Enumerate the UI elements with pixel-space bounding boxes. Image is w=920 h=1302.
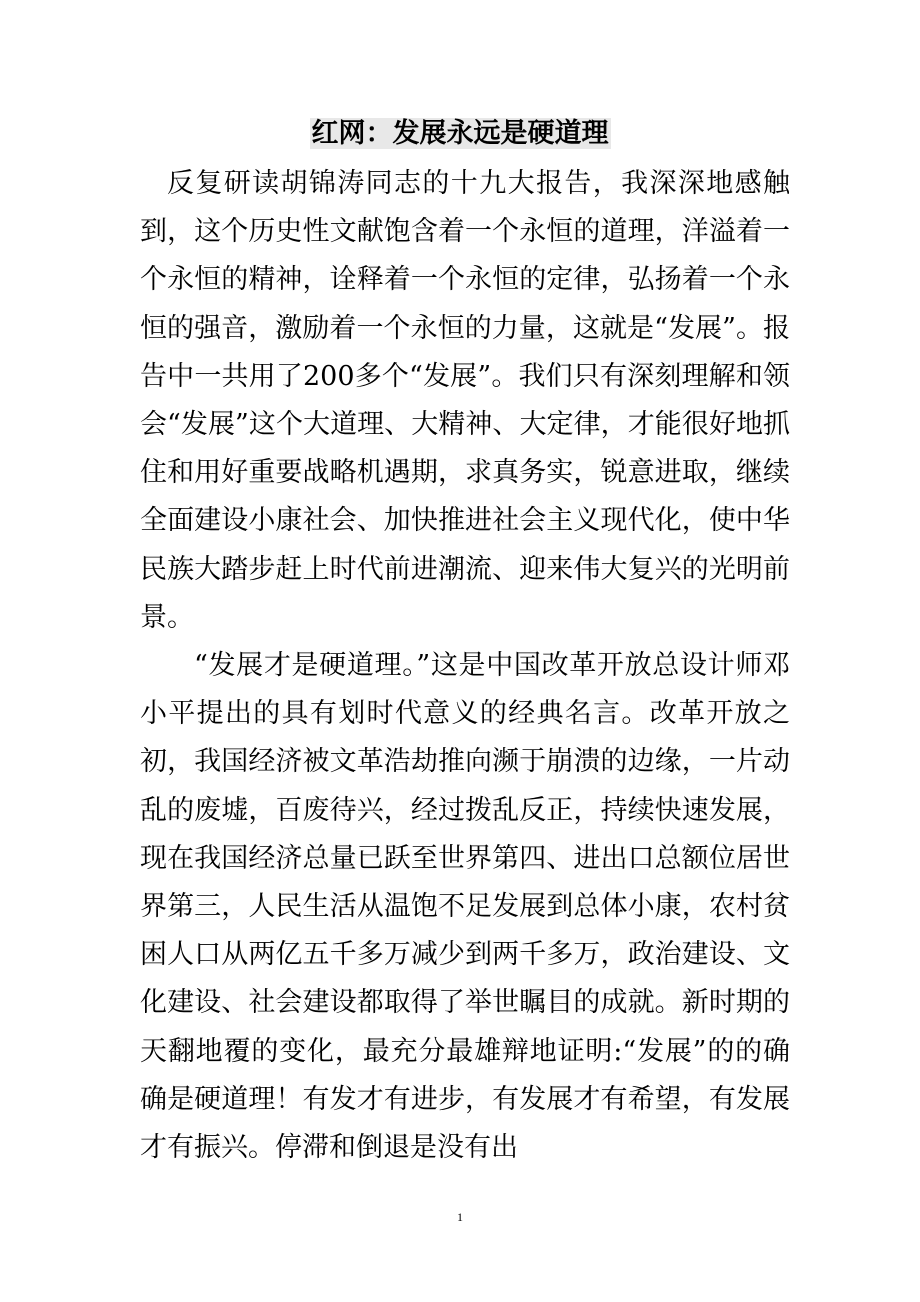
document-body: [140, 160, 790, 1172]
paragraph-2: “发展才是硬道理。”这是中国改革开放总设计师邓小平提出的具有划时代意义的经典名言。改革开放之初，我国经济被文革浩劫推向濒于崩溃的边缘，一片动乱的废墟，百废待兴，经过拨乱反正，持续快速发展，现在我国经济总量已跃至世界第四、进出口总额位居世界第三，人民生活从温饱不足发展到总体小康，农村贫困人口从两亿五千多万减少到两千多万，政治建设、文化建设、社会建设都取得了举世瞩目的成就。新时期的天翻地覆的变化，最充分最雄辩地证明:“发展”的的确确是硬道理！有发才有进步，有发展才有希望，有发展才有振兴。停滞和倒退是没有出: [140, 650, 790, 1164]
document-title: [0, 113, 920, 155]
page-number: 1: [457, 1210, 463, 1224]
document-title-text: 红网：发展永远是硬道理: [311, 118, 609, 149]
paragraph-1: 反复研读胡锦涛同志的十九大报告，我深深地感触到，这个历史性文献饱含着一个永恒的道理，洋溢着一个永恒的精神，诠释着一个永恒的定律，弘扬着一个永恒的强音，激励着一个永恒的力量，这就是“发展”。报告中一共用了200多个“发展”。我们只有深刻理解和领会“发展”这个大道理、大精神、大定律，才能很好地抓住和用好重要战略机遇期，求真务实，锐意进取，继续全面建设小康社会、加快推进社会主义现代化，使中华民族大踏步赶上时代前进潮流、迎来伟大复兴的光明前景。: [140, 168, 790, 633]
